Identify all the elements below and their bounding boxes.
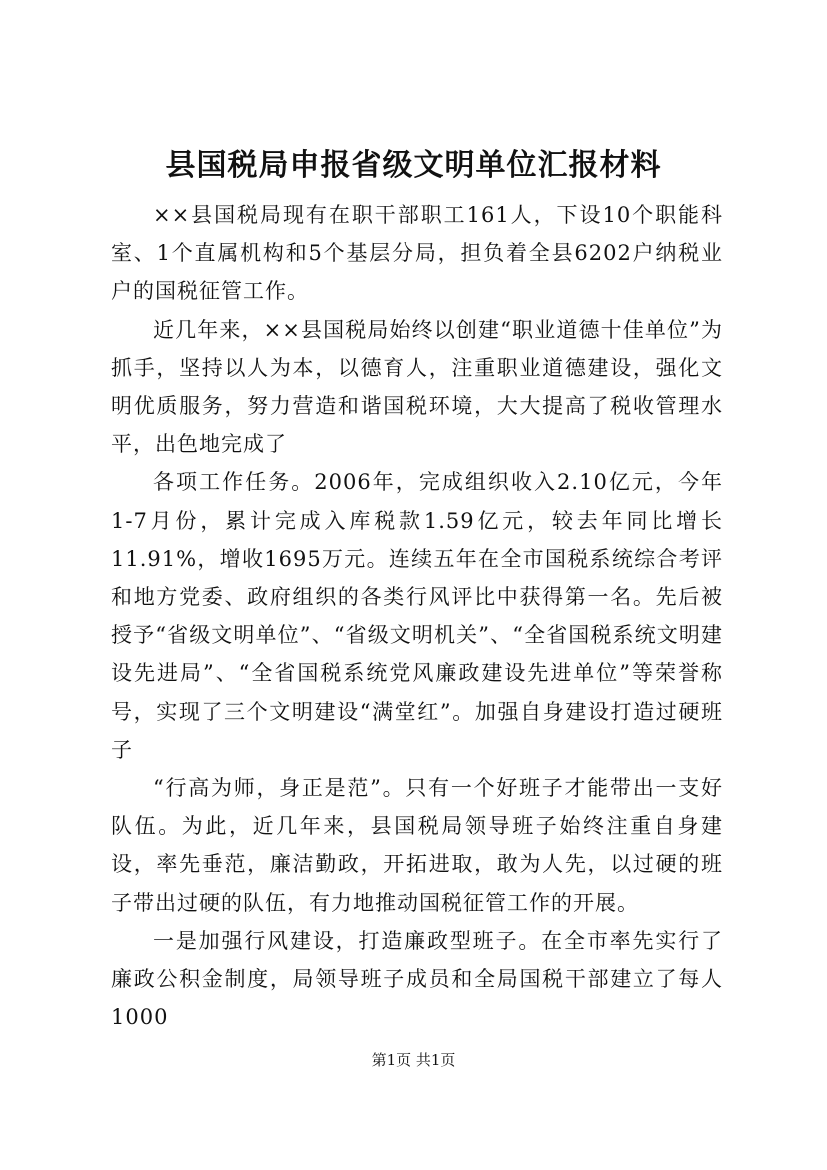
paragraph: ××县国税局现有在职干部职工161人，下设10个职能科室、1个直属机构和5个基层分局，担负着全县6202户纳税业户的国税征管工作。: [111, 203, 723, 304]
paragraph: “行高为师，身正是范”。只有一个好班子才能带出一支好队伍。为此，近几年来，县国税局领导班子始终注重自身建设，率先垂范，廉洁勤政，开拓进取，敢为人先，以过硬的班子带出过硬的队伍，有力地推动国税征管工作的开展。: [111, 776, 723, 915]
paragraph: 各项工作任务。2006年，完成组织收入2.10亿元，今年1-7月份，累计完成入库税款1.59亿元，较去年同比增长11.91%，增收1695万元。连续五年在全市国税系统综合考评和地方党委、政府组织的各类行风评比中获得第一名。先后被授予“省级文明单位”、“省级文明机关”、“全省国税系统文明建设先进局”、“全省国税系统党风廉政建设先进单位”等荣誉称号，实现了三个文明建设“满堂红”。加强自身建设打造过硬班子: [111, 470, 723, 762]
document-body: [111, 196, 723, 1036]
document-title: 县国税局申报省级文明单位汇报材料: [165, 148, 662, 183]
paragraph: 一是加强行风建设，打造廉政型班子。在全市率先实行了廉政公积金制度，局领导班子成员和全局国税干部建立了每人1000: [111, 928, 723, 1030]
page-footer: 第1页 共1页: [371, 1051, 456, 1069]
paragraph: 近几年来，××县国税局始终以创建“职业道德十佳单位”为抓手，坚持以人为本，以德育人，注重职业道德建设，强化文明优质服务，努力营造和谐国税环境，大大提高了税收管理水平，出色地完成了: [111, 317, 723, 457]
